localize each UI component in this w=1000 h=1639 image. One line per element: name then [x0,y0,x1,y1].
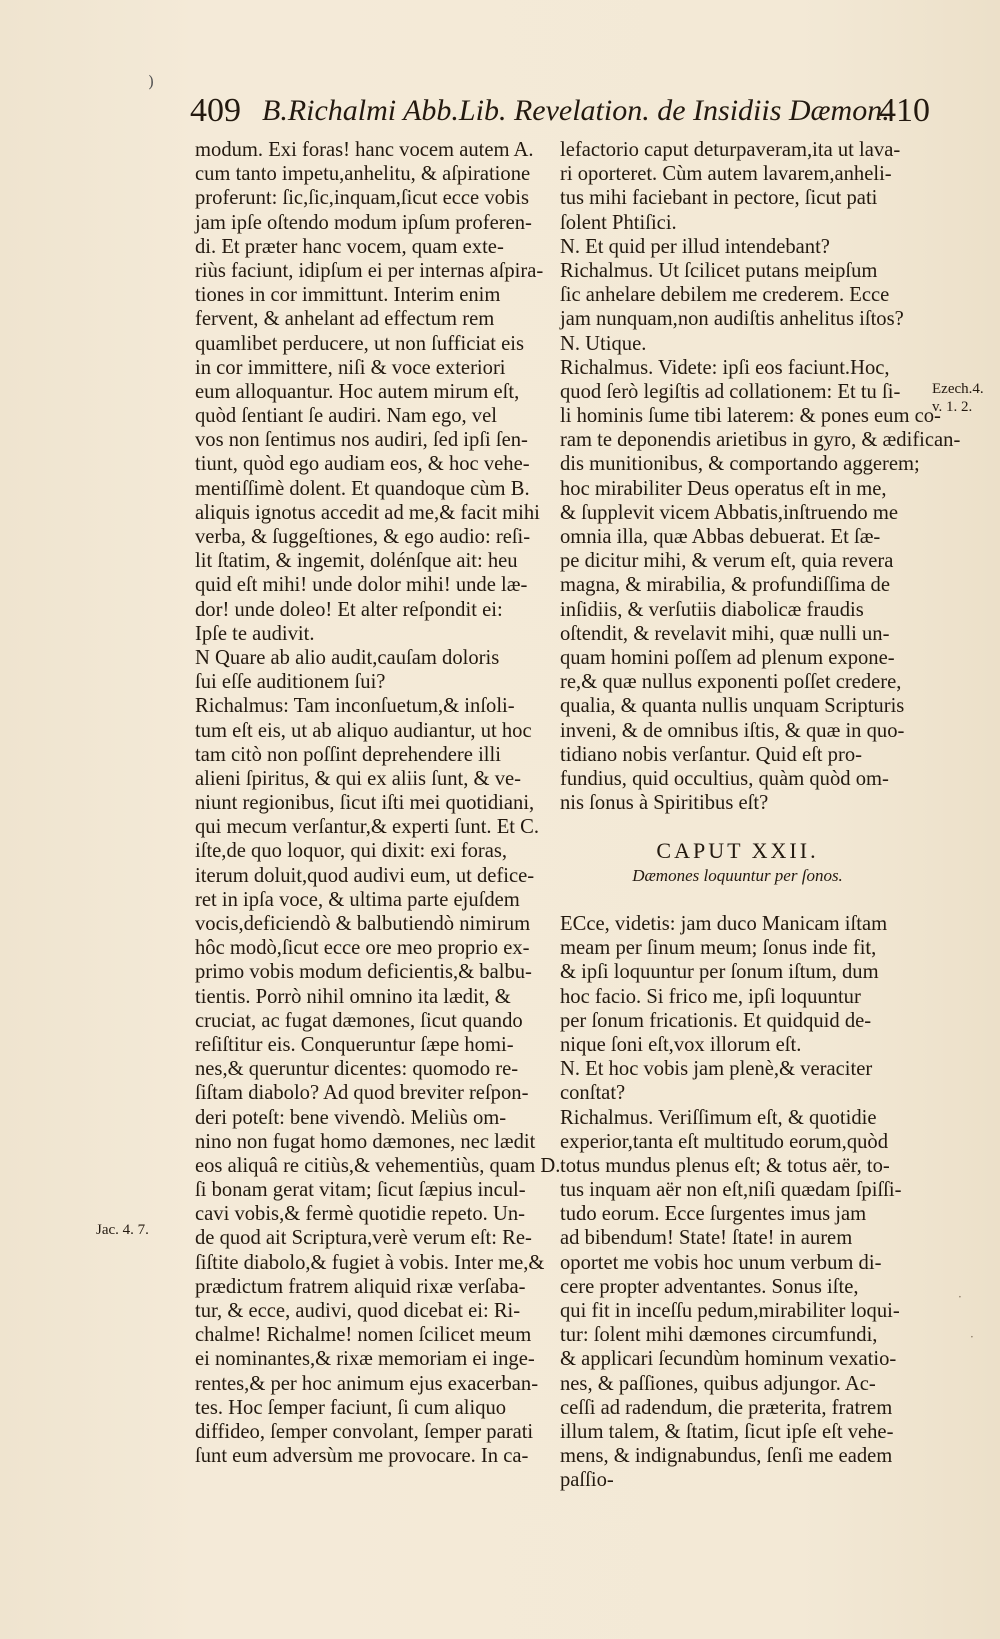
text-line: ſic anhelare debilem me crederem. Ecce [560,284,890,307]
text-line: rentes,& per hoc animum ejus exacerban- [195,1372,539,1395]
paper-speck: · [958,1290,962,1304]
text-line: cum tanto impetu,anhelitu, & aſpiratione [195,163,531,186]
text-line: diffideo, ſemper convolant, ſemper parati [195,1420,534,1443]
text-line: quod ſerò legiſtis ad collationem: Et tu ſi- [560,380,901,403]
spacer [560,815,915,839]
text-line: fundius, quid occultius, quàm quòd om- [560,767,889,790]
text-line: quam homini poſſem ad plenum expone- [560,646,895,669]
text-line: meam per ſinum meum; ſonus inde fit, [560,937,877,960]
text-line: omnia illa, quæ Abbas debuerat. Et ſæ- [560,526,881,548]
text-line: tientis. Porrò nihil omnino ita lædit, & [195,985,511,1008]
text-line: nes,& queruntur dicentes: quomodo re- [195,1058,519,1081]
text-line: quamlibet perducere, ut non ſufficiat eis [195,332,525,355]
text-line: inſidiis, & verſutiis diabolicæ fraudis [560,598,864,621]
text-line: ſui eſſe auditionem ſui? [195,671,386,694]
text-line: hoc facio. Si frico me, ipſi loquuntur [560,985,861,1008]
text-line: cruciat, ac fugat dæmones, ſicut quando [195,1009,523,1032]
margin-note-line: v. 1. 2. [932,399,973,415]
text-line: ret in ipſa voce, & ultima parte ejuſdem [195,888,520,911]
text-line: tidiano nobis verſantur. Quid eſt pro- [560,743,862,766]
text-line: Richalmus. Ut ſcilicet putans meipſum [560,259,878,282]
text-line: & applicari ſecundùm hominum vexatio- [560,1348,897,1371]
text-line: quid eſt mihi! unde dolor mihi! unde læ- [195,574,528,597]
text-line: pe dicitur mihi, & verum eſt, quia revera [560,550,894,573]
text-line: fervent, & anhelant ad effectum rem [195,308,495,331]
running-title: B.Richalmi Abb.Lib. Revelation. de Insidiis Dæmon. [262,94,890,127]
corner-mark: ) [148,72,155,91]
text-line: oportet me vobis hoc unum verbum di- [560,1251,882,1274]
chapter-subtitle: Dæmones loquuntur per ſonos. [632,865,843,885]
text-line: N. Et hoc vobis jam plenè,& veraciter [560,1058,873,1081]
text-line: tur, & ecce, audivi, quod dicebat ei: Ri- [195,1300,521,1322]
text-line: primo vobis modum deficientis,& balbu- [195,961,532,984]
margin-note-ezechiel [932,380,984,416]
text-line: tes. Hoc ſemper faciunt, ſi cum aliquo [195,1396,507,1419]
text-line: Richalmus. Videte: ipſi eos faciunt.Hoc, [560,356,890,379]
text-line: niunt regionibus, ſicut iſti mei quotidiani, [195,792,535,815]
text-line: N. Utique. [560,332,647,355]
text-line: ECce, videtis: jam duco Manicam iſtam [560,913,888,935]
left-column [195,138,561,1468]
text-line: eum alloquantur. Hoc autem mirum eſt, [195,380,520,403]
text-line: verba, & ſuggeſtiones, & ego audio: reſi- [195,526,531,548]
text-line: li hominis ſume tibi laterem: & pones eum co- [560,405,941,428]
text-line: hoc mirabiliter Deus operatus eſt in me, [560,477,887,500]
text-line: deri poteſt: bene vivendò. Meliùs om- [195,1106,507,1129]
text-line: jam ipſe oſtendo modum ipſum proferen- [195,211,532,234]
text-line: di. Et præter hanc vocem, quam exte- [195,235,504,258]
text-line: re,& quæ nullus exponenti poſſet credere, [560,671,902,694]
text-line: de quod ait Scriptura,verè verum eſt: Re- [195,1227,532,1250]
text-line: prædictum fratrem aliquid rixæ verſaba- [195,1275,526,1298]
margin-note-jacobus: Jac. 4. 7. [96,1222,149,1238]
text-line: qui fit in inceſſu pedum,mirabiliter loqui- [560,1300,900,1322]
text-line: N Quare ab alio audit,cauſam doloris [195,646,500,669]
text-line: ſolent Phtiſici. [560,211,677,234]
text-line: ſi bonam gerat vitam; ſicut ſæpius incul- [195,1179,526,1202]
text-line: Richalmus: Tam inconſuetum,& inſoli- [195,695,515,718]
text-line: ſiſtite diabolo,& fugiet à vobis. Inter me,& [195,1251,545,1274]
text-line: vos non ſentimus nos audiri, ſed ipſi ſen- [195,429,528,452]
text-line: cavi vobis,& fermè quotidie repeto. Un- [195,1203,525,1226]
text-line: qui mecum verſantur,& experti ſunt. Et C. [195,816,540,839]
text-line: lit ſtatim, & ingemit, dolénſque ait: heu [195,550,518,573]
text-line: tiunt, quòd ego audiam eos, & hoc vehe- [195,453,530,476]
text-line: ſiſtam diabolo? Ad quod breviter reſpon- [195,1082,529,1105]
page-number-left: 409 [190,92,241,129]
text-line: illum talem, & ſtatim, ſicut ipſe eſt vehe- [560,1420,894,1443]
text-line: aliquis ignotus accedit ad me,& facit mihi [195,501,540,524]
text-line: hôc modò,ſicut ecce ore meo proprio ex- [195,937,530,960]
text-line: jam nunquam,non audiſtis anhelitus iſtos? [560,308,904,331]
text-line: per ſonum fricationis. Et quidquid de- [560,1009,872,1032]
text-line: ſunt eum adversùm me provocare. In ca- [195,1445,529,1468]
text-line: ram te deponendis arietibus in gyro, & ædifican- [560,429,961,452]
text-line: totus mundus plenus eſt; & totus aër, to- [560,1154,890,1177]
text-line: reſiſtitur eis. Conqueruntur ſæpe homi- [195,1033,514,1056]
text-line: in cor immittere, niſi & voce exteriori [195,356,506,379]
text-line: lefactorio caput deturpaveram,ita ut lava- [560,139,901,161]
text-line: conſtat? [560,1082,626,1105]
text-line: ad bibendum! State! ſtate! in aurem [560,1227,853,1250]
text-line: paſſio- [560,1469,614,1492]
text-line: eos aliquâ re citiùs,& vehementiùs, quam D. [195,1154,561,1177]
text-line: experior,tanta eſt multitudo eorum,quòd [560,1130,889,1153]
text-line: Ipſe te audivit. [195,622,315,645]
margin-note-line: Ezech.4. [932,381,984,397]
text-line: iſte,de quo loquor, qui dixit: exi foras, [195,840,508,863]
text-line: ei nominantes,& rixæ memoriam ei inge- [195,1348,535,1371]
text-line: ceſſi ad radendum, die præterita, fratrem [560,1396,893,1419]
text-line: oſtendit, & revelavit mihi, quæ nulli un- [560,622,890,645]
text-line: & ipſi loquuntur per ſonum iſtum, dum [560,961,879,984]
spacer [560,888,915,912]
paper-speck: · [970,1330,974,1344]
text-line: dor! unde doleo! Et alter reſpondit ei: [195,598,503,621]
text-line: tum eſt eis, ut ab aliquo audiantur, ut hoc [195,719,532,742]
text-line: ri oporteret. Cùm autem lavarem,anheli- [560,163,892,186]
chapter-heading: CAPUT XXII. [656,838,819,864]
text-line: tiones in cor immittunt. Interim enim [195,284,501,307]
text-line: Richalmus. Veriſſimum eſt, & quotidie [560,1106,877,1129]
text-line: qualia, & quanta nullis unquam Scripturis [560,695,905,718]
text-line: proferunt: ſic,ſic,inquam,ſicut ecce vobis [195,187,529,210]
text-line: iterum doluit,quod audivi eum, ut defice- [195,864,535,887]
text-line: chalme! Richalme! nomen ſcilicet meum [195,1324,532,1347]
text-line: vocis,deficiendò & balbutiendò nimirum [195,913,531,935]
text-line: tudo eorum. Ecce ſurgentes imus jam [560,1203,867,1226]
text-line: tam citò non poſſint deprehendere illi [195,743,501,766]
text-line: nis ſonus à Spiritibus eſt? [560,792,769,815]
text-line: magna, & mirabilia, & profundiſſima de [560,574,890,597]
text-line: tus inquam aër non eſt,niſi quædam ſpiſſi- [560,1179,902,1202]
text-line: & ſupplevit vicem Abbatis,inſtruendo me [560,501,899,524]
text-line: dis munitionibus, & comportando aggerem; [560,453,920,476]
running-head [190,92,930,136]
text-line: nino non fugat homo dæmones, nec lædit [195,1130,536,1153]
text-line: N. Et quid per illud intendebant? [560,235,830,258]
text-line: tus mihi faciebant in pectore, ſicut pati [560,187,878,210]
text-line: tur: ſolent mihi dæmones circumfundi, [560,1324,878,1347]
text-line: modum. Exi foras! hanc vocem autem A. [195,139,534,161]
text-line: inveni, & de omnibus iſtis, & quæ in quo- [560,719,905,742]
text-line: quòd ſentiant ſe audiri. Nam ego, vel [195,405,497,428]
text-line: riùs faciunt, idipſum ei per internas aſpira- [195,259,544,282]
text-line: nique ſoni eſt,vox illorum eſt. [560,1033,802,1056]
text-line: mentiſſimè dolent. Et quandoque cùm B. [195,477,530,500]
text-line: alieni ſpiritus, & qui ex aliis ſunt, & ve- [195,767,522,790]
text-line: mens, & indignabundus, ſenſi me eadem [560,1445,893,1468]
text-line: cere propter adventantes. Sonus iſte, [560,1275,859,1298]
page-number-right: 410 [879,92,930,129]
text-line: nes, & paſſiones, quibus adjungor. Ac- [560,1372,876,1395]
